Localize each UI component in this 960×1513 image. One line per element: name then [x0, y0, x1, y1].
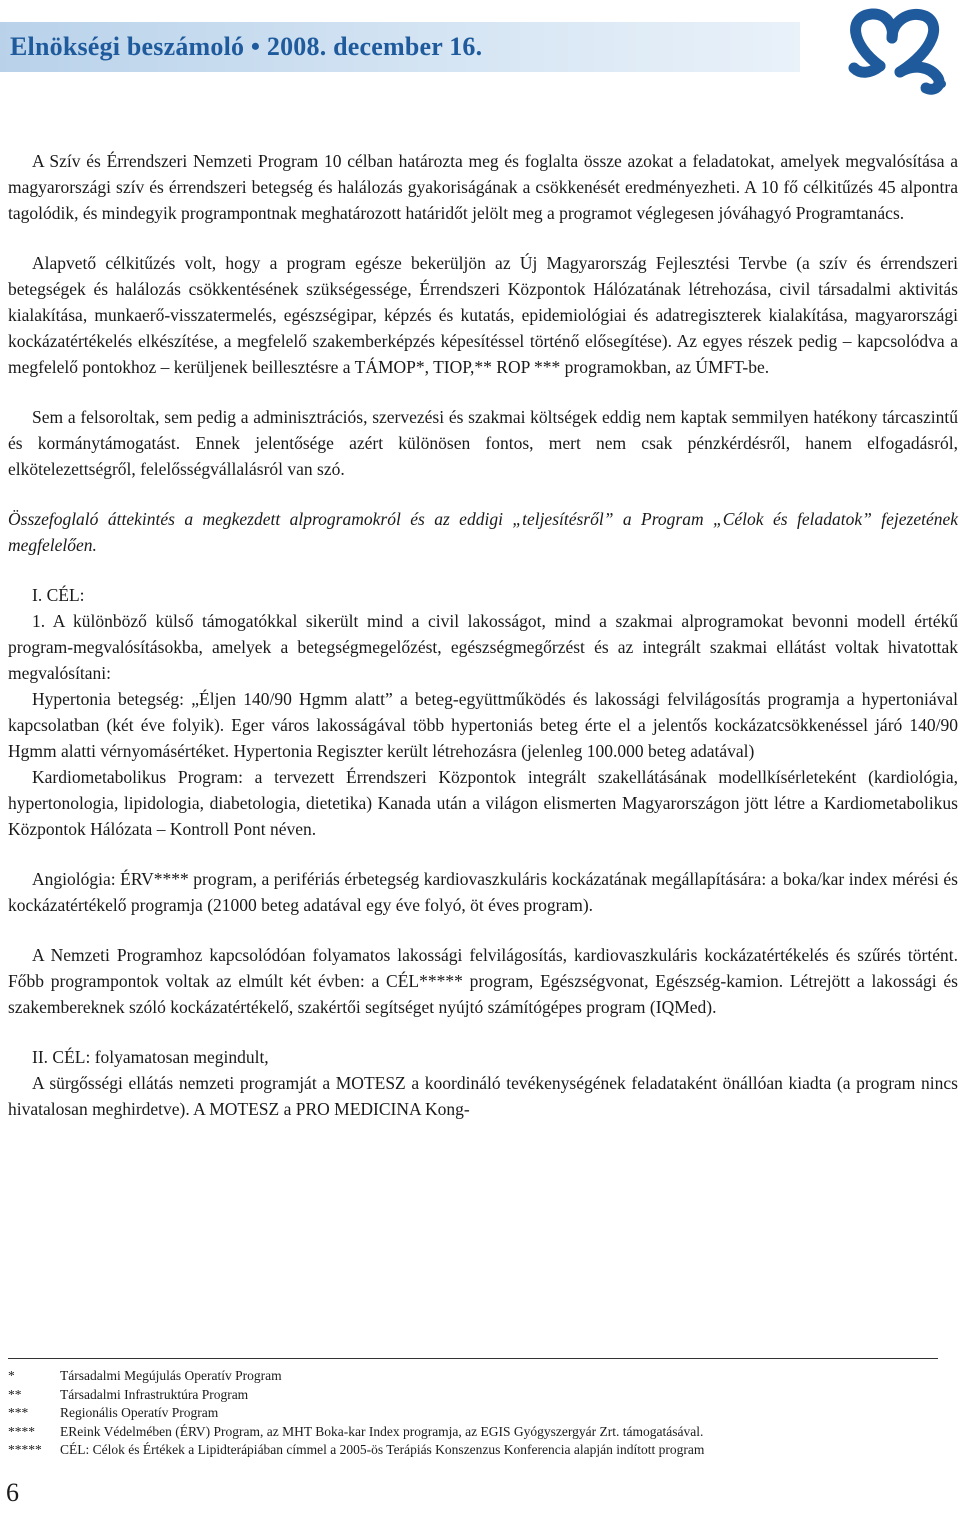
paragraph-nemzeti-program: A Nemzeti Programhoz kapcsolódóan folyamatos lakossági felvilágosítás, kardiovaszkuláris kockázatértékelés és szűrés történt. Főbb programpontok voltak az elmúlt két évben: a CÉL***** program, Egészségvonat, Egészség-kamion. Létrejött a lakossági és szakembereknek szóló kockázatértékelő, szakértői segítséget nyújtó számítógépes program (IQMed). [8, 945, 958, 1017]
footnote [8, 1367, 938, 1386]
footnote-mark: **** [8, 1423, 35, 1439]
footnote-text: EReink Védelmében (ÉRV) Program, az MHT Boka-kar Index programja, az EGIS Gyógyszergyár Zrt. támogatásával. [60, 1423, 704, 1439]
paragraph-funding: Sem a felsoroltak, sem pedig a adminisztrációs, szervezési és szakmai költségek eddig nem kaptak semmilyen hatékony tárcaszintű és kormánytámogatást. Ennek jelentősége azért különösen fontos, mert nem csak pénzkérdésről, hanem elfogadásról, elkötelezettségről, felelősségvállalásról van szó. [8, 407, 958, 479]
footnote [8, 1404, 938, 1423]
footnote-text: CÉL: Célok és Értékek a Lipidterápiában címmel a 2005-ös Terápiás Konszenzus Konferencia alapján indított program [60, 1442, 705, 1457]
page-title: Elnökségi beszámoló • 2008. december 16. [10, 32, 483, 61]
paragraph-hypertonia: Hypertonia betegség: „Éljen 140/90 Hgmm alatt” a beteg-együttműködés és lakossági felvilágosítás programja a hypertoniával kapcsolatban (két éve folyik). Eger város lakosságával több hypertoniás beteg érte el a jelentős kockázatcsökkenéssel járó 140/90 Hgmm alatti vérnyomásértéket. Hypertonia Regiszter került létrehozásra (jelenleg 100.000 beteg adatával) [8, 689, 958, 761]
footnote-mark: ** [8, 1386, 22, 1402]
paragraph-surgossegi: A sürgősségi ellátás nemzeti programját a MOTESZ a koordináló tevékenységének feladataként önállóan kiadta (a program nincs hivatalosan meghirdetve). A MOTESZ a PRO MEDICINA Kong- [8, 1073, 958, 1119]
footnote-text: Regionális Operatív Program [60, 1405, 219, 1420]
cel-1-item-1: 1. A különböző külső támogatókkal sikerült mind a civil lakosságot, mind a szakmai alprogramokat bevonni modell értékű program-megvalósításokba, amelyek a betegségmegelőzést, egészségmegőrzést és az integrált szakmai ellátást voltak hivatottak megvalósítani: [8, 611, 958, 683]
footnote [8, 1441, 938, 1460]
paragraph-summary-intro: Összefoglaló áttekintés a megkezdett alprogramokról és az eddigi „teljesítésről” a Program „Célok és feladatok” fejezetének megfelelően. [8, 509, 958, 555]
page-number: 6 [6, 1478, 19, 1507]
heading-cel-1: I. CÉL: [32, 585, 85, 605]
footnote-mark: ***** [8, 1442, 42, 1457]
footnotes [8, 1358, 938, 1460]
footnote [8, 1386, 938, 1405]
footnote-text: Társadalmi Infrastruktúra Program [60, 1386, 249, 1402]
paragraph-angiologia: Angiológia: ÉRV**** program, a perifériás érbetegség kardiovaszkuláris kockázatának megállapítására: a boka/kar index mérési és kockázatértékelő programja (21000 beteg adatával egy éve folyó, öt éves program). [8, 869, 958, 915]
paragraph-intro: A Szív és Érrendszeri Nemzeti Program 10 célban határozta meg és foglalta össze azokat a feladatokat, amelyek megvalósítása a magyarországi szív és érrendszeri betegség és halálozás gyakoriságának a csökkenését eredményezheti. A 10 fő célkitűzés 45 alpontra tagolódik, és mindegyik programpontnak meghatározott határidőt jelölt meg a programot véglegesen jóváhagyó Programtanács. [8, 151, 958, 223]
paragraph-goals: Alapvető célkitűzés volt, hogy a program egésze bekerüljön az Új Magyarország Fejlesztési Tervbe (a szív és érrendszeri betegségek és halálozás csökkentésének szükségessége, Érrendszeri Központok Hálózatának létrehozása, civil társadalmi aktivitás kialakítása, munkaerő-visszatermelés, egészségipar, képzés és kutatás, epidemiológiai és adatregiszterek kialakítása, magyarországi kockázatértékelés elkészítése, a megfelelő szakemberképzés képesítéssel történő elősegítése). Az egyes részek pedig – kapcsolódva a megfelelő pontokhoz – kerüljenek beillesztésre a TÁMOP*, TIOP,** ROP *** programokban, az ÚMFT-be. [8, 253, 958, 377]
footnote [8, 1423, 938, 1442]
document-body [8, 148, 958, 1122]
paragraph-kardiometabolikus: Kardiometabolikus Program: a tervezett Érrendszeri Központok integrált szakellátásának modellkísérleteként (kardiológia, hypertonologia, lipidologia, diabetologia, dietetika) Kanada után a világon elismerten Magyarországon jött létre a Kardiometabolikus Központok Hálózata – Kontroll Pont néven. [8, 767, 958, 839]
society-heart-logo [830, 4, 955, 99]
footnote-mark: * [8, 1368, 15, 1383]
footnote-text: Társadalmi Megújulás Operatív Program [60, 1368, 282, 1383]
footnote-mark: *** [8, 1405, 29, 1420]
heading-cel-2: II. CÉL: folyamatosan megindult, [32, 1047, 269, 1067]
